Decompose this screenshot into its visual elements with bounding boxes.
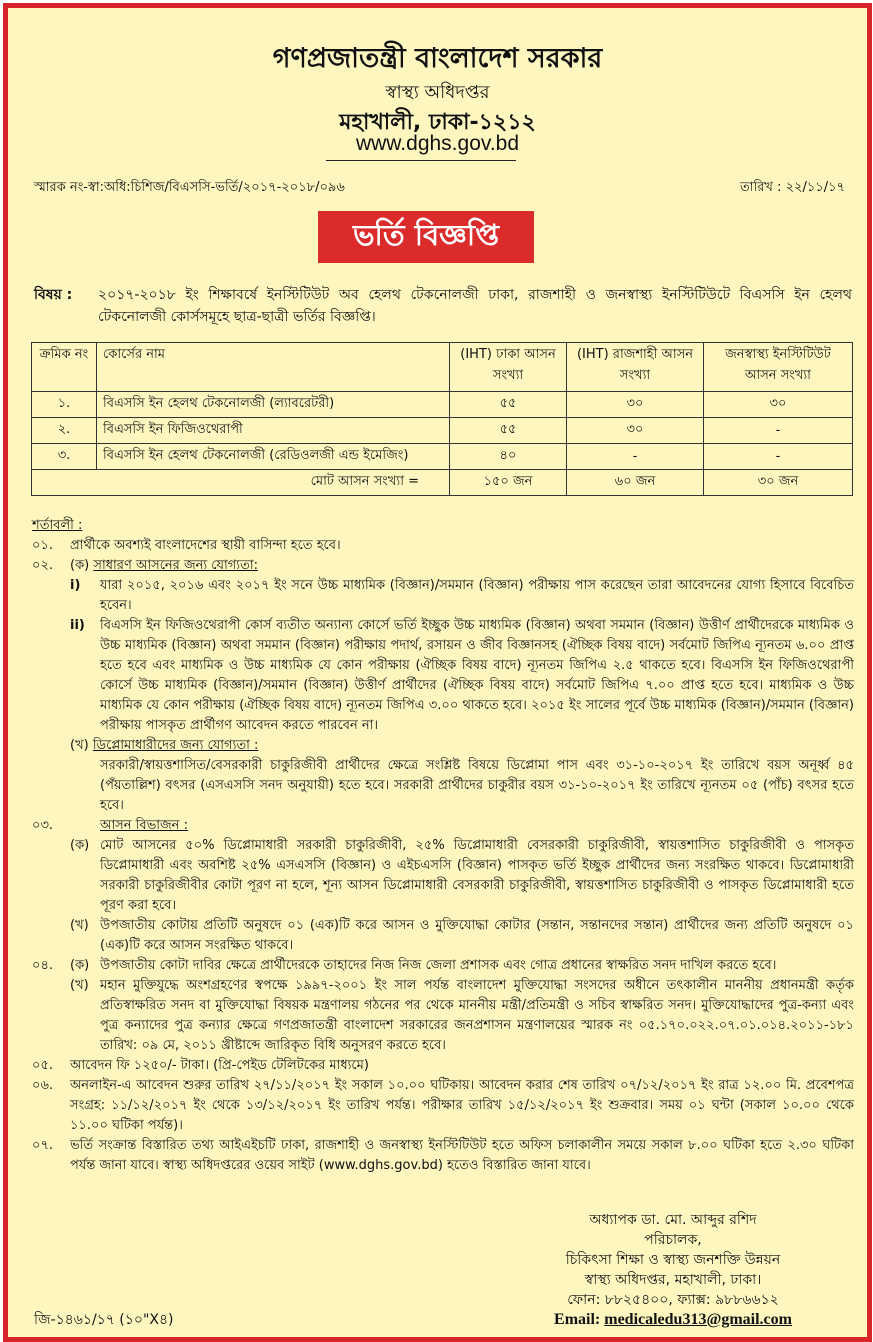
table-row	[32, 418, 853, 444]
total-public-health: ৩০ জন	[704, 470, 853, 496]
condition-text: অনলাইন-এ আবেদন শুরুর তারিখ ২৭/১১/২০১৭ ইং সকাল ১০.০০ ঘটিকায়। আবেদন করার শেষ তারিখ ০৭/১২/২০১৭ ইং রাত্র ১২.০০ মি. প্রবেশপত্র সংগ্রহ: ১১/১২/২০১৭ ইং থেকে ১৩/১২/২০১৭ ইং তারিখ পর্যন্ত। পরীক্ষার তারিখ ১৫/১২/২০১৭ ইং শুক্রবার। সময় ০১ ঘন্টা (সকাল ১০.০০ থেকে ১১.০০ ঘটিকা পর্যন্ত)।	[70, 1078, 854, 1133]
condition-1	[32, 536, 854, 556]
cell-public-health: -	[704, 444, 853, 470]
cell-course: বিএসসি ইন ফিজিওথেরাপী	[97, 418, 450, 444]
condition-number: ০৭.	[32, 1138, 54, 1153]
condition-6	[32, 1076, 854, 1136]
memo-date: তারিখ : ২২/১১/১৭	[740, 180, 845, 195]
item-ii: ii)	[70, 618, 85, 633]
cell-rajshahi: ৩০	[567, 418, 704, 444]
clause-kha: (খ)	[70, 918, 89, 933]
cell-course: বিএসসি ইন হেলথ টেকনোলজী (ল্যাবরেটরী)	[97, 392, 450, 418]
signatory-office: স্বাস্থ্য অধিদপ্তর, মহাখালী, ঢাকা।	[584, 1272, 762, 1288]
header-public-health: জনস্বাস্থ্য ইনস্টিটিউট আসন সংখ্যা	[704, 343, 853, 392]
conditions-section	[32, 516, 854, 1176]
clause-text: সরকারী/স্বায়ত্তশাসিত/বেসরকারী চাকুরিজীবী প্রার্থীদের ক্ষেত্রে সংশ্লিষ্ট বিষয়ে ডিপ্লোমা পাস এবং ৩১-১০-২০১৭ ইং তারিখে বয়স অনূর্ধ্ব ৪৫ (পঁয়তাল্লিশ) বৎসর (এসএসসি সনদ অনুযায়ী) হতে হবে। সরকারী প্রার্থীদের চাকুরীর বয়স ৩১-১০-২০১৭ ইং তারিখে ন্যূনতম ০৫ (পাঁচ) বৎসর হতে হবে।	[100, 758, 854, 813]
condition-number: ০৩.	[32, 818, 54, 833]
cell-dhaka: ৫৫	[450, 392, 567, 418]
memo-reference: স্মারক নং-স্বা:অধি:চিশিজ/বিএসসি-ভর্তি/২০১৭-২০১৮/০৯৬	[34, 180, 345, 195]
office-address: মহাখালী, ঢাকা-১২১২	[339, 110, 536, 135]
clause-text: উপজাতীয় কোটা দাবির ক্ষেত্রে প্রার্থীদেরকে তাহাদের নিজ নিজ জেলা প্রশাসক এবং গোত্র প্রধানের স্বাক্ষরিত সনদ দাখিল করতে হবে।	[100, 958, 777, 973]
cell-public-health: ৩০	[704, 392, 853, 418]
subject-block	[34, 284, 852, 328]
notice-title: ভর্তি বিজ্ঞপ্তি	[352, 217, 500, 252]
divider	[326, 160, 516, 161]
cell-serial: ২.	[32, 418, 97, 444]
condition-text: ভর্তি সংক্রান্ত বিস্তারিত তথ্য আইএইচটি ঢাকা, রাজশাহী ও জনস্বাস্থ্য ইনস্টিটিউট হতে অফিস চলাকালীন সময়ে সকাল ৮.০০ ঘটিকা হতে ২.৩০ ঘটিকা পর্যন্ত জানা যাবে। স্বাস্থ্য অধিদপ্তরের ওয়েব সাইট (www.dghs.gov.bd) হতেও বিস্তারিত জানা যাবে।	[70, 1138, 854, 1173]
clause-kha: (খ)	[70, 978, 89, 993]
department-name: স্বাস্থ্য অধিদপ্তর	[385, 82, 490, 103]
clause-title: সাধারণ আসনের জন্য যোগ্যতা:	[93, 558, 258, 573]
table-total-row	[32, 470, 853, 496]
clause-ka: (ক)	[70, 958, 90, 973]
contact-phone: ফোন: ৮৮২৫৪০০, ফ্যাক্স: ৯৮৮৬৬১২	[567, 1292, 779, 1308]
signatory-unit: চিকিৎসা শিক্ষা ও স্বাস্থ্য জনশক্তি উন্নয়ন	[565, 1252, 781, 1268]
item-text: যারা ২০১৫, ২০১৬ এবং ২০১৭ ইং সনে উচ্চ মাধ্যমিক (বিজ্ঞান)/সমমান (বিজ্ঞান) পরীক্ষায় পাস করেছেন তারা আবেদনের যোগ্য হিসাবে বিবেচিত হবেন।	[100, 578, 854, 613]
total-label: মোট আসন সংখ্যা =	[32, 470, 450, 496]
condition-number: ০২.	[32, 558, 54, 573]
subject-text: ২০১৭-২০১৮ ইং শিক্ষাবর্ষে ইনস্টিটিউট অব হেলথ টেকনোলজী ঢাকা, রাজশাহী ও জনস্বাস্থ্য ইনস্টিটিউটে বিএসসি ইন হেলথ টেকনোলজী কোর্সসমূহে ছাত্র-ছাত্রী ভর্তির বিজ্ঞপ্তি।	[98, 287, 852, 325]
condition-7	[32, 1136, 854, 1176]
table-header-row	[32, 343, 853, 392]
clause-ka: (ক)	[70, 838, 90, 853]
condition-5	[32, 1056, 854, 1076]
condition-3	[32, 816, 854, 956]
table-row	[32, 444, 853, 470]
total-rajshahi: ৬০ জন	[567, 470, 704, 496]
cell-rajshahi: -	[567, 444, 704, 470]
print-code: জি-১৪৬১/১৭ (১০"X৪)	[34, 1312, 174, 1328]
total-dhaka: ১৫০ জন	[450, 470, 567, 496]
signatory-name: অধ্যাপক ডা. মো. আব্দুর রশিদ	[589, 1212, 757, 1228]
condition-text: আবেদন ফি ১২৫০/- টাকা। (প্রি-পেইড টেলিটকের মাধ্যমে)	[70, 1058, 369, 1073]
clause-kha: (খ)	[70, 738, 89, 753]
clause-title: ডিপ্লোমাধারীদের জন্য যোগ্যতা :	[92, 738, 259, 753]
seat-table	[31, 342, 853, 496]
email-label: Email:	[554, 1311, 605, 1328]
signature-block	[528, 1210, 818, 1330]
header-iht-rajshahi: (IHT) রাজশাহী আসন সংখ্যা	[567, 343, 704, 392]
website-link[interactable]: www.dghs.gov.bd	[355, 132, 520, 155]
condition-text: প্রার্থীকে অবশ্যই বাংলাদেশের স্থায়ী বাসিন্দা হতে হবে।	[70, 538, 341, 553]
cell-course: বিএসসি ইন হেলথ টেকনোলজী (রেডিওলজী এন্ড ইমেজিং)	[97, 444, 450, 470]
header-course: কোর্সের নাম	[97, 343, 450, 392]
clause-text: মহান মুক্তিযুদ্ধে অংশগ্রহণের স্বপক্ষে ১৯৯৭-২০০১ ইং সাল পর্যন্ত বাংলাদেশ মুক্তিযোদ্ধা সংসদের অধীনে তৎকালীন মাননীয় প্রধানমন্ত্রী কর্তৃক প্রতিস্বাক্ষরিত সনদ বা মুক্তিযোদ্ধা বিষয়ক মন্ত্রণালয় গঠনের পর থেকে মাননীয় মন্ত্রী/প্রতিমন্ত্রী ও সচিব স্বাক্ষরিত সনদ। মুক্তিযোদ্ধাদের পুত্র-কন্যা এবং পুত্র কন্যাদের পুত্র কন্যার ক্ষেত্রে গণপ্রজাতন্ত্রী বাংলাদেশ সরকারের জনপ্রশাসন মন্ত্রণালয়ের স্মারক নং ০৫.১৭০.০২২.০৭.০১.০১৪.২০১১-১৮১ তারিখ: ০৯ মে, ২০১১ খ্রীষ্টাব্দে জারিকৃত বিধি অনুসরণ করতে হবে।	[100, 978, 854, 1053]
government-title: গণপ্রজাতন্ত্রী বাংলাদেশ সরকার	[272, 43, 603, 74]
condition-number: ০১.	[32, 538, 54, 553]
condition-number: ০৪.	[32, 958, 54, 973]
condition-4	[32, 956, 854, 1056]
cell-rajshahi: ৩০	[567, 392, 704, 418]
clause-text: উপজাতীয় কোটায় প্রতিটি অনুষদে ০১ (এক)টি করে আসন ও মুক্তিযোদ্ধা কোটার (সন্তান, সন্তানদের সন্তান) প্রার্থীদের জন্য প্রতিটি অনুষদে ০১ (এক)টি করে আসন সংরক্ষিত থাকবে।	[100, 918, 854, 953]
header-iht-dhaka: (IHT) ঢাকা আসন সংখ্যা	[450, 343, 567, 392]
notice-title-banner	[318, 211, 534, 263]
item-i: i)	[70, 578, 81, 593]
cell-public-health: -	[704, 418, 853, 444]
item-text: বিএসসি ইন ফিজিওথেরাপী কোর্স ব্যতীত অন্যান্য কোর্সে ভর্তি ইচ্ছুক উচ্চ মাধ্যমিক (বিজ্ঞান) অথবা সমমান (বিজ্ঞান) উত্তীর্ণ প্রার্থীদেরকে মাধ্যমিক ও উচ্চ মাধ্যমিক (বিজ্ঞান) অথবা সমমান (বিজ্ঞান) পরীক্ষায় পদার্থ, রসায়ন ও জীব বিজ্ঞানসহ (ঐচ্ছিক বিষয় বাদে) সর্বমোট জিপিএ ন্যূনতম ৬.০০ প্রাপ্ত হতে হবে এবং মাধ্যমিক ও উচ্চ মাধ্যমিক যে কোন পরীক্ষায় (ঐচ্ছিক বিষয় বাদে) ন্যূনতম জিপিএ ২.৫ থাকতে হবে। বিএসসি ইন ফিজিওথেরাপী কোর্সে উচ্চ মাধ্যমিক (বিজ্ঞান)/সমমান (বিজ্ঞান) উত্তীর্ণ প্রার্থীদের (ঐচ্ছিক বিষয় বাদে) সর্বমোট জিপিএ ৭.০০ প্রাপ্ত হতে হবে। মাধ্যমিক ও উচ্চ মাধ্যমিক যে কোন পরীক্ষায় (ঐচ্ছিক বিষয় বাদে) ন্যূনতম জিপিএ ৩.০০ থাকতে হবে। ২০১৫ ইং সালের পূর্বে উচ্চ মাধ্যমিক (বিজ্ঞান)/সমমান (বিজ্ঞান) পরীক্ষায় পাসকৃত প্রার্থীগণ আবেদন করতে পারবেন না।	[100, 618, 854, 733]
cell-dhaka: ৪০	[450, 444, 567, 470]
conditions-heading: শর্তাবলী :	[32, 518, 83, 533]
notice-frame	[3, 3, 872, 1342]
condition-2	[32, 556, 854, 816]
header-serial: ক্রমিক নং	[32, 343, 97, 392]
table-row	[32, 392, 853, 418]
cell-serial: ১.	[32, 392, 97, 418]
cell-dhaka: ৫৫	[450, 418, 567, 444]
condition-number: ০৬.	[32, 1078, 54, 1093]
clause-ka: (ক)	[70, 558, 90, 573]
clause-text: মোট আসনের ৫০% ডিপ্লোমাধারী সরকারী চাকুরিজীবী, ২৫% ডিপ্লোমাধারী বেসরকারী চাকুরিজীবী, স্বায়ত্তশাসিত চাকুরিজীবী ও পাসকৃত ডিপ্লোমাধারী এবং অবশিষ্ট ২৫% এসএসসি (বিজ্ঞান) ও এইচএসসি (বিজ্ঞান) পাসকৃত ভর্তি ইচ্ছুক প্রার্থীদের জন্য সংরক্ষিত থাকবে। ডিপ্লোমাধারী সরকারী চাকুরিজীবীর কোটা পূরণ না হলে, শূন্য আসন ডিপ্লোমাধারী বেসরকারী চাকুরিজীবী, স্বায়ত্তশাসিত চাকুরিজীবী ও পাসকৃত ডিপ্লোমাধারী হতে পূরণ করা হবে।	[100, 838, 854, 913]
subject-label: বিষয় :	[34, 287, 73, 303]
clause-title: আসন বিভাজন :	[100, 818, 188, 833]
email-link[interactable]: medicaledu313@gmail.com	[604, 1311, 792, 1328]
cell-serial: ৩.	[32, 444, 97, 470]
signatory-designation: পরিচালক,	[644, 1232, 702, 1248]
condition-number: ০৫.	[32, 1058, 54, 1073]
